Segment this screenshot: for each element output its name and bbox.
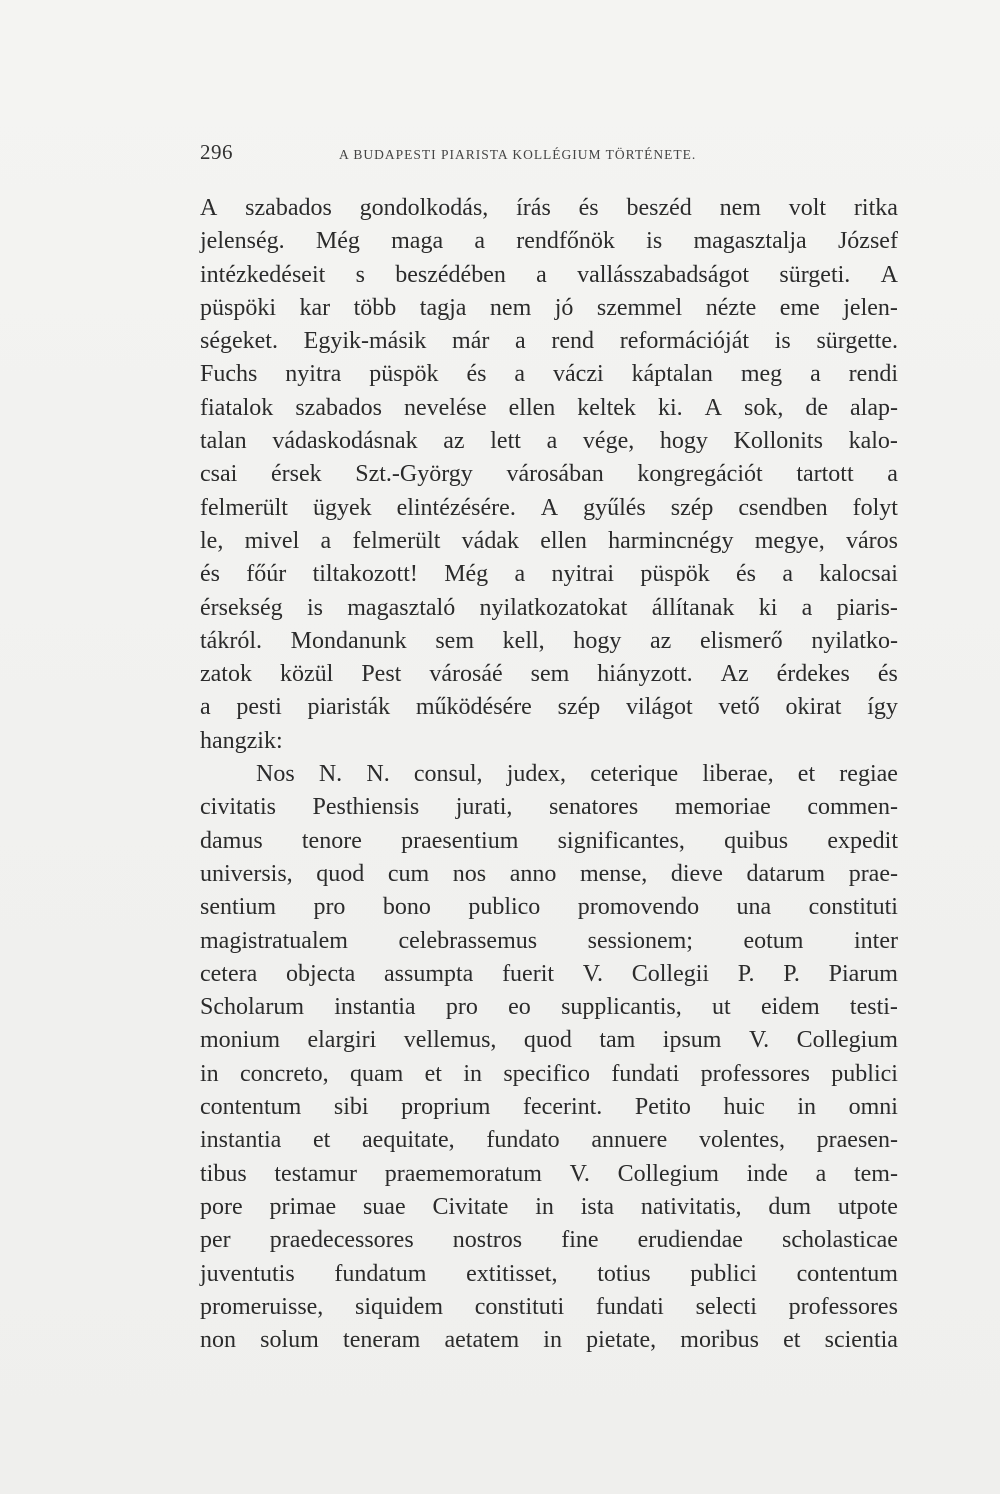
text-line: fiatalok szabados nevelése ellen keltek ki. A sok, de alap-	[200, 394, 898, 421]
text-line: universis, quod cum nos anno mense, dieve datarum prae-	[200, 860, 898, 887]
text-line: és főúr tiltakozott! Még a nyitrai püspök és a kalocsai	[200, 561, 898, 588]
text-line: per praedecessores nostros fine erudiendae scholasticae	[200, 1227, 898, 1254]
text-line: promeruisse, siquidem constituti fundati selecti professores	[200, 1293, 898, 1320]
text-line: contentum sibi proprium fecerint. Petito huic in omni	[200, 1094, 898, 1121]
text-line: monium elargiri vellemus, quod tam ipsum V. Collegium	[200, 1027, 898, 1054]
text-line: non solum teneram aetatem in pietate, moribus et scientia	[200, 1327, 898, 1354]
text-line: le, mivel a felmerült vádak ellen harmincnégy megye, város	[200, 527, 898, 554]
text-line: Fuchs nyitra püspök és a váczi káptalan meg a rendi	[200, 361, 898, 388]
text-line: intézkedéseit s beszédében a vallásszabadságot sürgeti. A	[200, 261, 898, 288]
text-line: talan vádaskodásnak az lett a vége, hogy Kollonits kalo-	[200, 428, 898, 455]
text-line: sentium pro bono publico promovendo una constituti	[200, 894, 898, 921]
text-line: zatok közül Pest városáé sem hiányzott. Az érdekes és	[200, 661, 898, 688]
text-line: civitatis Pesthiensis jurati, senatores memoriae commen-	[200, 794, 898, 821]
body-text	[200, 192, 898, 1357]
paragraph	[200, 758, 898, 1357]
text-line: püspöki kar több tagja nem jó szemmel nézte eme jelen-	[200, 294, 898, 321]
text-line: pore primae suae Civitate in ista nativitatis, dum utpote	[200, 1193, 898, 1220]
text-line: tibus testamur praememoratum V. Collegium inde a tem-	[200, 1160, 898, 1187]
text-line: a pesti piaristák működésére szép világot vető okirat így	[200, 694, 898, 721]
running-title: A BUDAPESTI PIARISTA KOLLÉGIUM TÖRTÉNETE.	[339, 147, 697, 162]
text-line: in concreto, quam et in specifico fundati professores publici	[200, 1060, 898, 1087]
text-line: juventutis fundatum extitisset, totius publici contentum	[200, 1260, 898, 1287]
text-line: instantia et aequitate, fundato annuere volentes, praesen-	[200, 1127, 898, 1154]
text-line: felmerült ügyek elintézésére. A gyűlés szép csendben folyt	[200, 494, 898, 521]
text-line: ségeket. Egyik-másik már a rend reformációját is sürgette.	[200, 328, 898, 355]
text-line: A szabados gondolkodás, írás és beszéd nem volt ritka	[200, 195, 898, 221]
text-line: csai érsek Szt.-György városában kongregációt tartott a	[200, 461, 898, 488]
text-line: érsekség is magasztaló nyilatkozatokat állítanak ki a piaris-	[200, 594, 898, 621]
running-header	[200, 140, 900, 170]
text-line: cetera objecta assumpta fuerit V. Collegii P. P. Piarum	[200, 960, 898, 987]
text-line: tákról. Mondanunk sem kell, hogy az elismerő nyilatko-	[200, 627, 898, 654]
text-line: hangzik:	[200, 727, 283, 754]
text-line: damus tenore praesentium significantes, quibus expedit	[200, 827, 898, 854]
text-line: jelenség. Még maga a rendfőnök is magasztalja József	[200, 228, 898, 255]
paragraph	[200, 192, 898, 758]
text-line: Nos N. N. consul, judex, ceterique liberae, et regiae	[256, 761, 898, 788]
page-number: 296	[200, 140, 233, 164]
text-line: magistratualem celebrassemus sessionem; eotum inter	[200, 927, 898, 954]
text-line: Scholarum instantia pro eo supplicantis, ut eidem testi-	[200, 994, 898, 1021]
